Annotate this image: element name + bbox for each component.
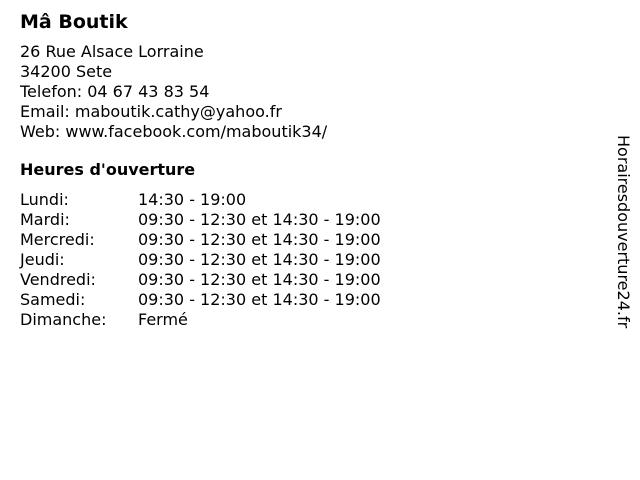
day-label: Jeudi: xyxy=(20,250,65,269)
time-value: 14:30 - 19:00 xyxy=(138,190,247,209)
email-line: Email: maboutik.cathy@yahoo.fr xyxy=(20,102,282,121)
time-value: 09:30 - 12:30 et 14:30 - 19:00 xyxy=(138,270,381,289)
time-value: 09:30 - 12:30 et 14:30 - 19:00 xyxy=(138,230,381,249)
city-line: 34200 Sete xyxy=(20,62,113,81)
street-line: 26 Rue Alsace Lorraine xyxy=(20,42,204,61)
address-block xyxy=(20,42,600,142)
day-label: Lundi: xyxy=(20,190,69,209)
hours-row-wednesday xyxy=(20,230,381,250)
business-card xyxy=(20,10,600,330)
day-label: Vendredi: xyxy=(20,270,96,289)
hours-row-saturday xyxy=(20,290,381,310)
day-label: Mardi: xyxy=(20,210,70,229)
hours-row-monday xyxy=(20,190,381,210)
hours-row-thursday xyxy=(20,250,381,270)
web-line: Web: www.facebook.com/maboutik34/ xyxy=(20,122,328,141)
time-value: 09:30 - 12:30 et 14:30 - 19:00 xyxy=(138,210,381,229)
day-label: Samedi: xyxy=(20,290,86,309)
business-name: Mâ Boutik xyxy=(20,11,128,33)
time-value: 09:30 - 12:30 et 14:30 - 19:00 xyxy=(138,290,381,309)
hours-row-friday xyxy=(20,270,381,290)
hours-row-tuesday xyxy=(20,210,381,230)
hours-heading: Heures d'ouverture xyxy=(20,160,196,179)
hours-row-sunday xyxy=(20,310,381,330)
day-label: Mercredi: xyxy=(20,230,95,249)
time-value: 09:30 - 12:30 et 14:30 - 19:00 xyxy=(138,250,381,269)
phone-line: Telefon: 04 67 43 83 54 xyxy=(20,82,210,101)
day-label: Dimanche: xyxy=(20,310,107,329)
time-value: Fermé xyxy=(138,310,188,329)
hours-table xyxy=(20,190,381,330)
site-watermark: Horairesdouverture24.fr xyxy=(614,135,633,329)
